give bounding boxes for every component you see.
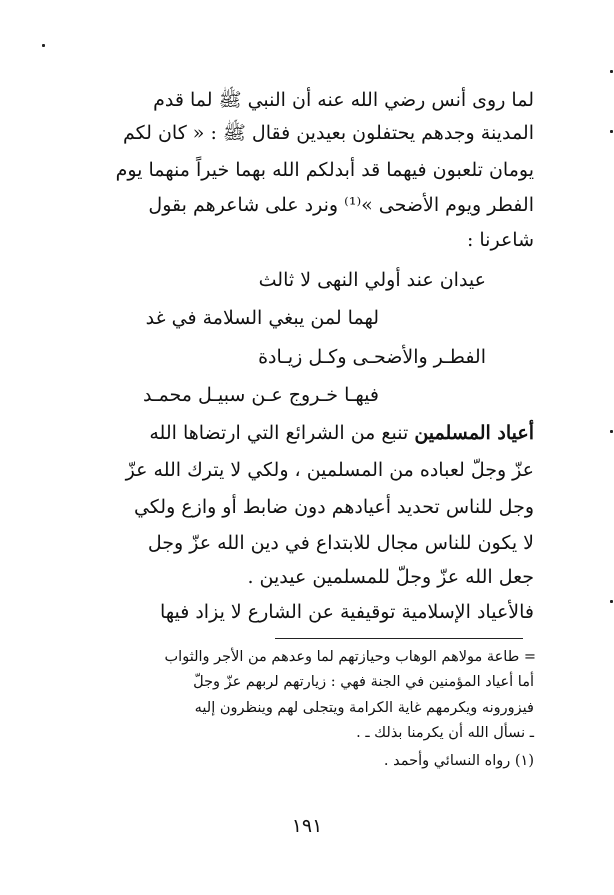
body-line: يومان تلعبون فيهما قد أبدلكم الله بهما خيراً منهما يوم (115, 159, 534, 181)
poem-verse: فيهـا خـروج عـن سبيـل محمـد (143, 384, 379, 406)
poem-verse: لهما لمن يبغي السلامة في غد (145, 307, 379, 329)
body-line: وجل للناس تحديد أعيادهم دون ضابط أو وازع ولكي (133, 496, 534, 518)
body-line: فالأعياد الإسلامية توقيفية عن الشارع لا يزاد فيها (159, 601, 534, 623)
body-line: لا يكون للناس مجال للابتداع في دين الله عزّ وجل (147, 532, 534, 554)
heading-term: أعياد المسلمين (414, 422, 534, 444)
footnote-line: = طاعة مولاهم الوهاب وحيازتهم لما وعدهم من الأجر والثواب (164, 649, 536, 665)
body-line: عزّ وجلّ لعباده من المسلمين ، ولكي لا يترك الله عزّ (125, 459, 534, 481)
page-number: ١٩١ (291, 815, 323, 837)
footnote-line: (١) رواه النسائي وأحمد . (383, 753, 534, 769)
poem-verse: عيدان عند أولي النهى لا ثالث (258, 269, 486, 291)
footnote-line: فيزورونه ويكرمهم غاية الكرامة ويتجلى لهم وينظرون إليه (194, 700, 534, 716)
footnote-divider (275, 638, 523, 639)
edge-mark (610, 130, 613, 133)
body-text: تنبع من الشرائع التي ارتضاها الله (149, 422, 415, 444)
body-line: الفطر ويوم الأضحى »⁽¹⁾ ونرد على شاعرهم بقول (148, 194, 534, 216)
body-line: شاعرنا : (466, 229, 534, 251)
edge-mark (610, 600, 613, 603)
poem-verse: الفطـر والأضحـى وكـل زيـادة (258, 346, 486, 368)
edge-mark (610, 70, 613, 73)
body-line: جعل الله عزّ وجلّ للمسلمين عيدين . (247, 566, 534, 588)
body-line: لما روى أنس رضي الله عنه أن النبي ﷺ لما قدم (153, 89, 534, 111)
footnote-line: أما أعياد المؤمنين في الجنة فهي : زيارتهم لربهم عزّ وجلّ (193, 674, 534, 690)
edge-mark (610, 430, 613, 433)
footnote-line: ـ نسأل الله أن يكرمنا بذلك ـ . (356, 725, 534, 741)
body-line (149, 418, 534, 448)
body-line: المدينة وجدهم يحتفلون بعيدين فقال ﷺ : « كان لكم (123, 122, 534, 144)
edge-mark (42, 44, 45, 47)
